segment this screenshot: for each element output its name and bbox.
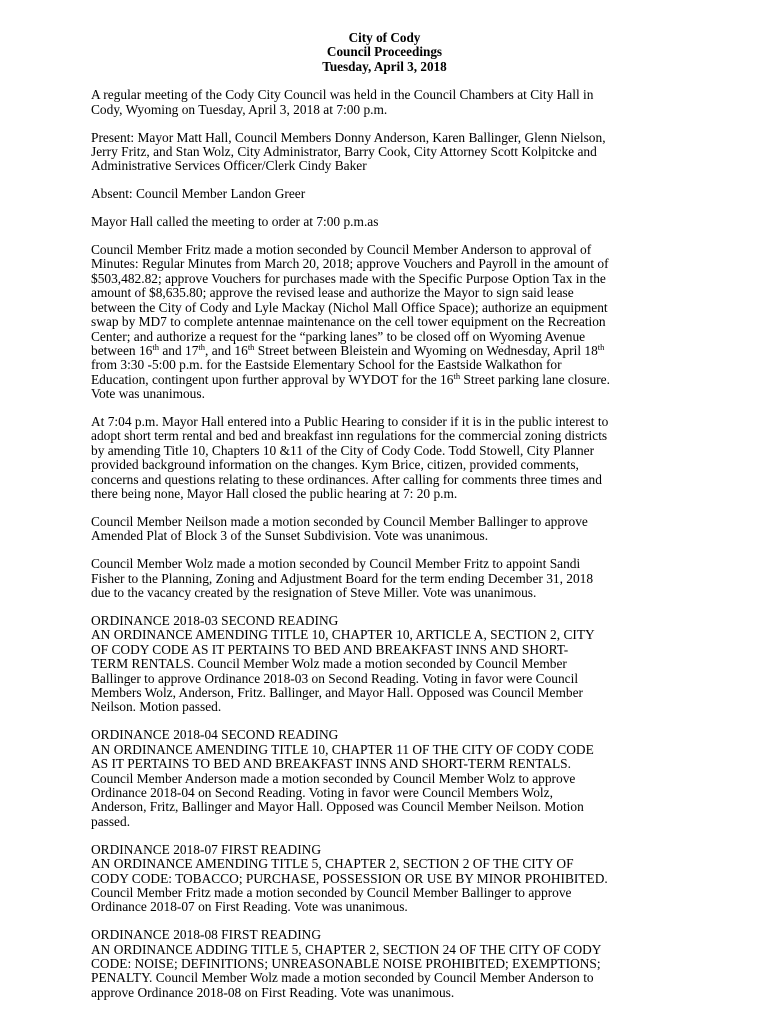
text-line: swap by MD7 to complete antennae maintenance on the cell tower equipment on the Recreation: [91, 314, 606, 330]
text-line: Council Member Anderson made a motion seconded by Council Member Wolz to approve: [91, 770, 576, 786]
text-line: AN ORDINANCE AMENDING TITLE 10, CHAPTER 10, ARTICLE A, SECTION 2, CITY: [91, 627, 595, 643]
text-line: Fisher to the Planning, Zoning and Adjustment Board for the term ending December 31, 2018: [91, 570, 594, 586]
text-line: ORDINANCE 2018-04 SECOND READING: [91, 727, 339, 743]
text-line: Education, contingent upon further approval by WYDOT for the 16th Street parking lane closure.: [91, 370, 610, 387]
text-line: Ballinger to approve Ordinance 2018-03 on Second Reading. Voting in favor were Council: [91, 670, 579, 686]
text-line: CODE: NOISE; DEFINITIONS; UNREASONABLE NOISE PROHIBITED; EXEMPTIONS;: [91, 956, 601, 972]
paragraph: [91, 928, 678, 1000]
text-line: Vote was unanimous.: [91, 386, 205, 402]
paragraph: [91, 515, 678, 544]
text-line: AN ORDINANCE ADDING TITLE 5, CHAPTER 2, SECTION 24 OF THE CITY OF CODY: [91, 941, 602, 957]
paragraph: [91, 557, 678, 600]
text-line: ORDINANCE 2018-03 SECOND READING: [91, 613, 339, 628]
paragraph: [91, 243, 678, 401]
text-line: AN ORDINANCE AMENDING TITLE 5, CHAPTER 2, SECTION 2 OF THE CITY OF: [91, 856, 574, 872]
paragraph: [91, 843, 678, 915]
text-line: concerns and questions relating to these ordinances. After calling for comments three times and: [91, 471, 602, 487]
text-line: PENALTY. Council Member Wolz made a motion seconded by Council Member Anderson to: [91, 970, 594, 986]
text-line: from 3:30 -5:00 p.m. for the Eastside Elementary School for the Eastside Walkathon for: [91, 357, 562, 373]
text-line: between 16th and 17th, and 16th Street between Bleistein and Wyoming on Wednesday, April 18th: [91, 341, 605, 358]
text-line: ORDINANCE 2018-08 FIRST READING: [91, 927, 322, 943]
text-line: Ordinance 2018-04 on Second Reading. Voting in favor were Council Members Wolz,: [91, 784, 553, 800]
text-line: there being none, Mayor Hall closed the public hearing at 7: 20 p.m.: [91, 486, 458, 502]
text-line: Minutes: Regular Minutes from March 20, 2018; approve Vouchers and Payroll in the amount of: [91, 256, 609, 272]
header-date: Tuesday, April 3, 2018: [322, 58, 447, 74]
text-line: adopt short term rental and bed and breakfast inn regulations for the commercial zoning districts: [91, 428, 608, 444]
text-line: by amending Title 10, Chapters 10 &11 of the City of Cody Code. Todd Stowell, City Planner: [91, 442, 595, 458]
text-line: amount of $8,635.80; approve the revised lease and authorize the Mayor to sign said lease: [91, 285, 574, 301]
text-line: Amended Plat of Block 3 of the Sunset Subdivision. Vote was unanimous.: [91, 528, 489, 544]
paragraph: [91, 187, 678, 201]
text-line: due to the vacancy created by the resignation of Steve Miller. Vote was unanimous.: [91, 585, 537, 601]
text-line: Council Member Fritz made a motion seconded by Council Member Anderson to approval of: [91, 242, 592, 258]
text-line: Absent: Council Member Landon Greer: [91, 186, 306, 202]
text-line: Members Wolz, Anderson, Fritz. Ballinger, and Mayor Hall. Opposed was Council Member: [91, 685, 584, 701]
text-line: Center; and authorize a request for the “parking lanes” to be closed off on Wyoming Avenue: [91, 328, 586, 344]
text-line: Administrative Services Officer/Clerk Cindy Baker: [91, 158, 367, 174]
paragraph: [91, 614, 678, 715]
text-line: $503,482.82; approve Vouchers for purchases made with the Specific Purpose Option Tax in the: [91, 270, 606, 286]
text-line: Council Member Wolz made a motion seconded by Council Member Fritz to appoint Sandi: [91, 556, 581, 572]
text-line: At 7:04 p.m. Mayor Hall entered into a Public Hearing to consider if it is in the public interest to: [91, 414, 609, 430]
document-header: [91, 31, 678, 74]
paragraph: [91, 88, 678, 117]
text-line: OF CODY CODE AS IT PERTAINS TO BED AND BREAKFAST INNS AND SHORT-: [91, 641, 569, 657]
text-line: Neilson. Motion passed.: [91, 699, 222, 715]
document-body: [91, 88, 678, 1000]
text-line: passed.: [91, 813, 131, 829]
text-line: AS IT PERTAINS TO BED AND BREAKFAST INNS AND SHORT-TERM RENTALS.: [91, 756, 571, 772]
text-line: Council Member Fritz made a motion seconded by Council Member Ballinger to approve: [91, 884, 572, 900]
text-line: CODY CODE: TOBACCO; PURCHASE, POSSESSION OR USE BY MINOR PROHIBITED.: [91, 870, 608, 886]
text-line: Anderson, Fritz, Ballinger and Mayor Hall. Opposed was Council Member Neilson. Motion: [91, 799, 584, 815]
text-line: ORDINANCE 2018-07 FIRST READING: [91, 841, 322, 857]
text-line: AN ORDINANCE AMENDING TITLE 10, CHAPTER 11 OF THE CITY OF CODY CODE: [91, 741, 594, 757]
text-line: Mayor Hall called the meeting to order at 7:00 p.m.as: [91, 214, 379, 230]
paragraph: [91, 728, 678, 829]
text-line: Ordinance 2018-07 on First Reading. Vote was unanimous.: [91, 899, 408, 915]
paragraph: [91, 415, 678, 501]
text-line: TERM RENTALS. Council Member Wolz made a motion seconded by Council Member: [91, 656, 567, 672]
text-line: A regular meeting of the Cody City Council was held in the Council Chambers at City Hall in: [91, 87, 594, 103]
text-line: provided background information on the changes. Kym Brice, citizen, provided comments,: [91, 457, 579, 473]
paragraph: [91, 131, 678, 174]
header-city: City of Cody: [348, 30, 421, 45]
header-title: Council Proceedings: [326, 44, 443, 60]
text-line: approve Ordinance 2018-08 on First Reading. Vote was unanimous.: [91, 984, 455, 1000]
text-line: Council Member Neilson made a motion seconded by Council Member Ballinger to approve: [91, 513, 588, 529]
paragraph: [91, 215, 678, 229]
text-line: Jerry Fritz, and Stan Wolz, City Administrator, Barry Cook, City Attorney Scott Kolpitcke and: [91, 143, 597, 159]
text-line: between the City of Cody and Lyle Mackay (Nichol Mall Office Space); authorize an equipment: [91, 299, 608, 315]
text-line: Cody, Wyoming on Tuesday, April 3, 2018 at 7:00 p.m.: [91, 101, 388, 117]
text-line: Present: Mayor Matt Hall, Council Members Donny Anderson, Karen Ballinger, Glenn Nielson,: [91, 129, 606, 145]
